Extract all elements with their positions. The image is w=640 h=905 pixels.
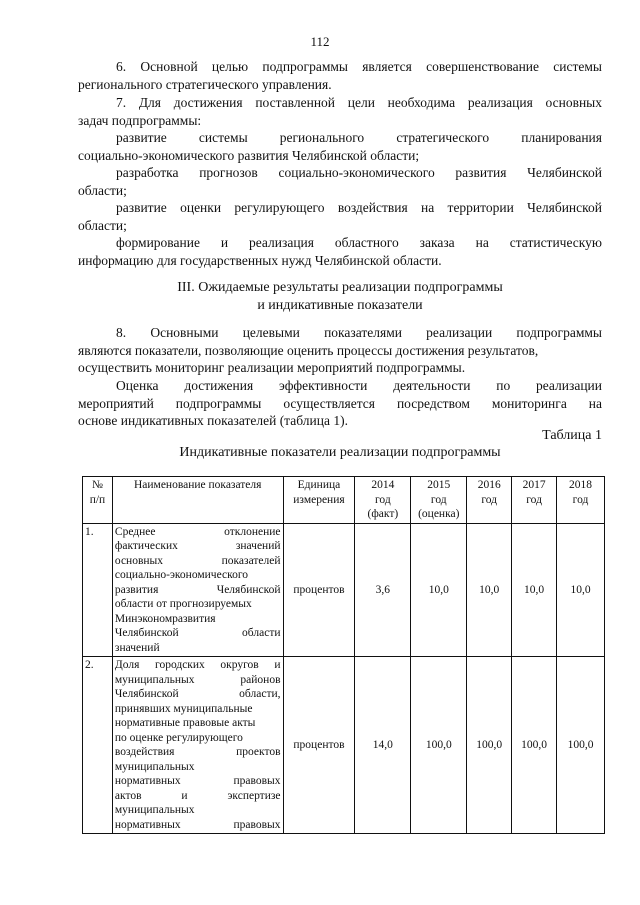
table-label: Таблица 1 (542, 428, 602, 443)
header-2015: 2015 год (оценка) (411, 477, 467, 524)
task-list (78, 199, 602, 234)
header-2016: 2016 год (467, 477, 512, 524)
value-2016: 100,0 (467, 657, 512, 834)
paragraph-line: основе индикативных показателей (таблица 1). (78, 413, 348, 428)
task-line: области; (78, 217, 127, 233)
indicators-table (82, 476, 605, 834)
task-line: информацию для государственных нужд Челябинской области. (78, 252, 442, 268)
paragraph-evaluation (78, 377, 602, 430)
indicator-name: Доля городских округов и муниципальных районов Челябинской области, принявших муниципальные нормативные правовые акты по оценке регулирующего воздействия проектов муниципальных нормативных правовых актов и экспертизе муниципальных нормативных правовых (112, 657, 283, 834)
task-line: социально-экономического развития Челябинской области; (78, 147, 420, 163)
task-line: разработка прогнозов социально-экономического развития Челябинской (116, 165, 602, 180)
table-row (83, 523, 605, 657)
header-2014: 2014 год (факт) (355, 477, 411, 524)
value-2018: 10,0 (557, 523, 605, 657)
task-line: формирование и реализация областного заказа на статистическую (116, 235, 602, 250)
paragraph-7 (78, 94, 602, 129)
indicator-name: Среднее отклонение фактических значений основных показателей социально-экономического развития Челябинской области от прогнозируемых Минэкономразвития Челябинской области значений (112, 523, 283, 657)
header-2017: 2017 год (512, 477, 557, 524)
paragraph-6 (78, 58, 602, 93)
paragraph-line: задач подпрограммы: (78, 112, 202, 128)
section-heading-line: III. Ожидаемые результаты реализации подпрограммы (177, 280, 503, 295)
value-2014: 14,0 (355, 657, 411, 834)
paragraph-line: осуществить мониторинг реализации мероприятий подпрограммы. (78, 360, 466, 375)
table-row (83, 657, 605, 834)
table-header-row (83, 477, 605, 524)
paragraph-line: Оценка достижения эффективности деятельности по реализации (116, 378, 602, 393)
paragraph-line: регионального стратегического управления. (78, 76, 332, 92)
header-num: № п/п (83, 477, 113, 524)
row-number: 2. (83, 657, 113, 834)
value-2015: 10,0 (411, 523, 467, 657)
unit-cell: процентов (283, 523, 355, 657)
task-list (78, 129, 602, 164)
section-heading-line: и индикативные показатели (257, 298, 423, 313)
header-unit: Единица измерения (283, 477, 355, 524)
task-line: развитие системы регионального стратегического планирования (116, 130, 602, 145)
paragraph-line: 8. Основными целевыми показателями реализации подпрограммы (116, 325, 602, 340)
value-2015: 100,0 (411, 657, 467, 834)
value-2014: 3,6 (355, 523, 411, 657)
header-2018: 2018 год (557, 477, 605, 524)
table-caption: Индикативные показатели реализации подпрограммы (179, 445, 501, 460)
value-2018: 100,0 (557, 657, 605, 834)
header-name: Наименование показателя (112, 477, 283, 524)
value-2017: 10,0 (512, 523, 557, 657)
task-line: области; (78, 182, 127, 198)
paragraph-line: мероприятий подпрограммы осуществляется посредством мониторинга на (78, 395, 602, 411)
task-line: развитие оценки регулирующего воздействия на территории Челябинской (116, 200, 602, 215)
section-heading (78, 279, 602, 315)
paragraph-line: 7. Для достижения поставленной цели необходима реализация основных (116, 95, 602, 110)
value-2016: 10,0 (467, 523, 512, 657)
task-list (78, 164, 602, 199)
paragraph-line: 6. Основной целью подпрограммы является совершенствование системы (116, 59, 602, 74)
row-number: 1. (83, 523, 113, 657)
unit-cell: процентов (283, 657, 355, 834)
paragraph-8 (78, 324, 602, 377)
value-2017: 100,0 (512, 657, 557, 834)
paragraph-line: являются показатели, позволяющие оценить процессы достижения результатов, (78, 342, 539, 358)
page-number: 112 (310, 34, 330, 49)
task-list (78, 234, 602, 269)
